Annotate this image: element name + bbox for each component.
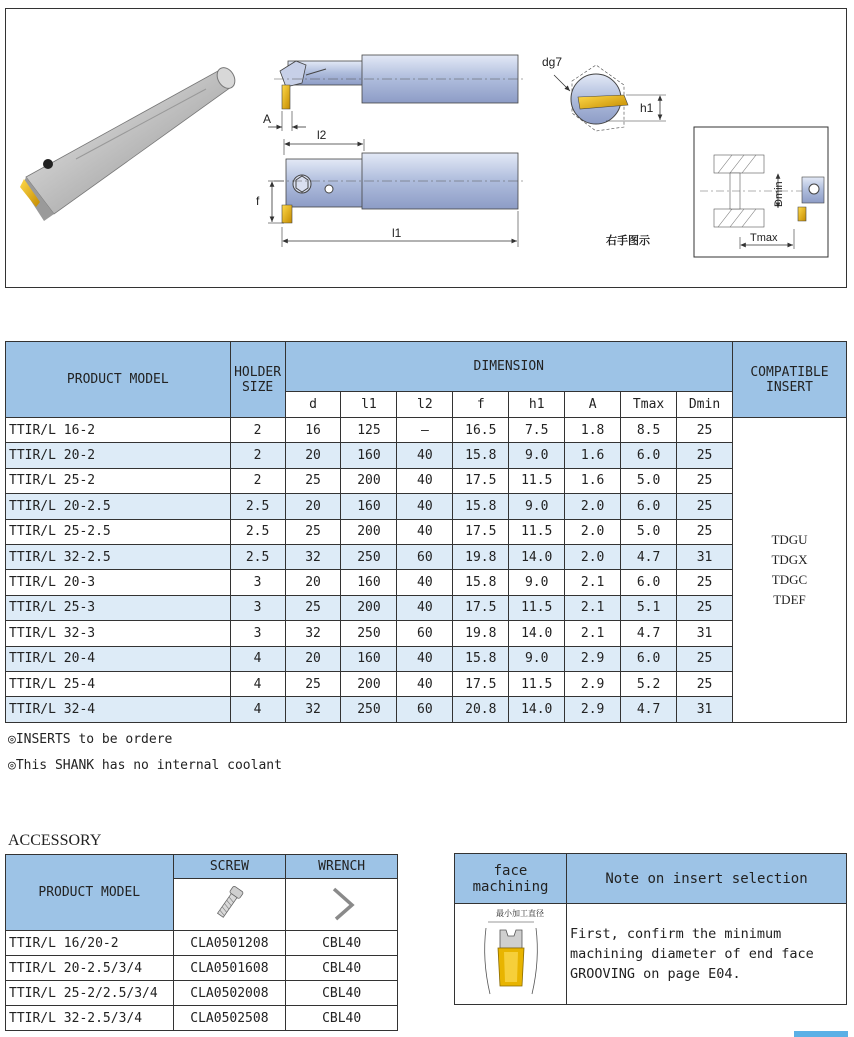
product-model-cell: TTIR/L 20-3 bbox=[6, 570, 231, 595]
header-dimension: DIMENSION bbox=[285, 342, 732, 392]
dim-label-f: f bbox=[256, 194, 260, 208]
table-cell: 2.5 bbox=[230, 494, 285, 519]
table-cell: 25 bbox=[677, 443, 733, 468]
corner-accent-bar bbox=[794, 1031, 848, 1037]
table-row bbox=[6, 519, 847, 544]
table-cell: 1.6 bbox=[565, 443, 621, 468]
holder-side-view bbox=[256, 128, 526, 247]
table-cell: 14.0 bbox=[509, 544, 565, 569]
header-compatible-insert: COMPATIBLE INSERT bbox=[732, 342, 846, 418]
table-cell: 20 bbox=[285, 646, 341, 671]
table-cell: 250 bbox=[341, 697, 397, 722]
dim-label-a: A bbox=[263, 112, 272, 126]
table-cell: 25 bbox=[677, 671, 733, 696]
table-cell: 14.0 bbox=[509, 697, 565, 722]
compatible-insert-item: TDGU bbox=[771, 531, 808, 547]
table-cell: 4 bbox=[230, 646, 285, 671]
dim-column-header: Dmin bbox=[677, 392, 733, 418]
table-cell: 15.8 bbox=[453, 443, 509, 468]
table-cell: 60 bbox=[397, 621, 453, 646]
table-cell: 2.5 bbox=[230, 519, 285, 544]
table-cell: 32 bbox=[285, 697, 341, 722]
table-cell: 25 bbox=[677, 468, 733, 493]
compatible-insert-item: TDEF bbox=[773, 591, 806, 607]
table-row bbox=[6, 1006, 398, 1031]
table-cell: 2.0 bbox=[565, 544, 621, 569]
table-cell: 16 bbox=[285, 418, 341, 443]
table-cell: 14.0 bbox=[509, 621, 565, 646]
product-model-cell: TTIR/L 20-2.5 bbox=[6, 494, 231, 519]
holder-top-view bbox=[263, 55, 526, 131]
table-cell: 11.5 bbox=[509, 519, 565, 544]
table-cell: 40 bbox=[397, 468, 453, 493]
table-cell: 160 bbox=[341, 570, 397, 595]
product-model-cell: TTIR/L 32-2.5 bbox=[6, 544, 231, 569]
table-cell: CBL40 bbox=[286, 1006, 398, 1031]
product-model-cell: TTIR/L 25-3 bbox=[6, 595, 231, 620]
table-cell: 25 bbox=[677, 646, 733, 671]
dim-column-header: l2 bbox=[397, 392, 453, 418]
table-row bbox=[6, 595, 847, 620]
dim-column-header: l1 bbox=[341, 392, 397, 418]
table-cell: 4.7 bbox=[621, 621, 677, 646]
face-machining-figure-cell bbox=[455, 904, 567, 1005]
table-cell: 1.8 bbox=[565, 418, 621, 443]
table-cell: 40 bbox=[397, 671, 453, 696]
table-cell: 60 bbox=[397, 544, 453, 569]
dim-column-header: d bbox=[285, 392, 341, 418]
dim-column-header: f bbox=[453, 392, 509, 418]
table-cell: 2 bbox=[230, 468, 285, 493]
table-cell: 25 bbox=[285, 519, 341, 544]
table-cell: 20.8 bbox=[453, 697, 509, 722]
face-machining-header: face machining bbox=[455, 854, 567, 904]
table-cell: 3 bbox=[230, 570, 285, 595]
specification-rows bbox=[6, 418, 847, 723]
acc-header-wrench: WRENCH bbox=[286, 855, 398, 879]
compatible-insert-item: TDGC bbox=[771, 571, 808, 587]
accessory-model-cell: TTIR/L 25-2/2.5/3/4 bbox=[6, 981, 174, 1006]
table-cell: 40 bbox=[397, 595, 453, 620]
table-cell: 8.5 bbox=[621, 418, 677, 443]
product-model-cell: TTIR/L 20-4 bbox=[6, 646, 231, 671]
table-cell: 40 bbox=[397, 494, 453, 519]
table-cell: 6.0 bbox=[621, 443, 677, 468]
table-cell: 3 bbox=[230, 621, 285, 646]
table-cell: 9.0 bbox=[509, 646, 565, 671]
dim-label-l2: l2 bbox=[317, 128, 327, 142]
table-cell: 25 bbox=[285, 671, 341, 696]
product-model-cell: TTIR/L 25-4 bbox=[6, 671, 231, 696]
specification-table bbox=[5, 341, 847, 723]
table-cell: 40 bbox=[397, 519, 453, 544]
table-cell: 60 bbox=[397, 697, 453, 722]
dim-label-h1: h1 bbox=[640, 101, 654, 115]
table-cell: 5.1 bbox=[621, 595, 677, 620]
table-row bbox=[6, 570, 847, 595]
table-cell: 2 bbox=[230, 418, 285, 443]
table-cell: — bbox=[397, 418, 453, 443]
table-cell: 2.1 bbox=[565, 570, 621, 595]
table-cell: 2.9 bbox=[565, 646, 621, 671]
dim-label-dg7: dg7 bbox=[542, 55, 563, 69]
table-row bbox=[6, 956, 398, 981]
table-cell: 31 bbox=[677, 697, 733, 722]
table-cell: 19.8 bbox=[453, 544, 509, 569]
table-cell: 25 bbox=[677, 418, 733, 443]
table-row bbox=[6, 443, 847, 468]
wrench-icon bbox=[322, 883, 362, 923]
insert-note-text: First, confirm the minimum machining diameter of end face GROOVING on page E04. bbox=[566, 904, 846, 1005]
table-cell: 6.0 bbox=[621, 646, 677, 671]
insert-selection-note bbox=[454, 853, 847, 1005]
table-cell: 25 bbox=[677, 595, 733, 620]
note-inserts: ◎INSERTS to be ordere bbox=[8, 732, 173, 747]
table-cell: 17.5 bbox=[453, 595, 509, 620]
header-product-model: PRODUCT MODEL bbox=[6, 342, 231, 418]
table-cell: 160 bbox=[341, 494, 397, 519]
table-cell: 2.0 bbox=[565, 494, 621, 519]
accessory-model-cell: TTIR/L 32-2.5/3/4 bbox=[6, 1006, 174, 1031]
table-cell: 4.7 bbox=[621, 544, 677, 569]
screw-image-cell bbox=[173, 879, 286, 931]
table-row bbox=[6, 468, 847, 493]
table-cell: CBL40 bbox=[286, 981, 398, 1006]
table-cell: 200 bbox=[341, 519, 397, 544]
table-cell: 20 bbox=[285, 494, 341, 519]
table-row bbox=[6, 697, 847, 722]
table-cell: 160 bbox=[341, 443, 397, 468]
table-cell: 25 bbox=[285, 595, 341, 620]
table-cell: 11.5 bbox=[509, 595, 565, 620]
dim-column-header: A bbox=[565, 392, 621, 418]
min-diameter-caption: 最小加工直径 bbox=[496, 909, 545, 918]
table-cell: 9.0 bbox=[509, 570, 565, 595]
technical-drawing-frame bbox=[5, 8, 847, 288]
acc-header-product-model: PRODUCT MODEL bbox=[6, 855, 174, 931]
table-cell: 11.5 bbox=[509, 468, 565, 493]
table-cell: 4.7 bbox=[621, 697, 677, 722]
table-cell: 40 bbox=[397, 646, 453, 671]
table-cell: 125 bbox=[341, 418, 397, 443]
table-cell: 2.1 bbox=[565, 595, 621, 620]
table-cell: 15.8 bbox=[453, 570, 509, 595]
product-model-cell: TTIR/L 32-3 bbox=[6, 621, 231, 646]
table-cell: 6.0 bbox=[621, 494, 677, 519]
table-cell: CLA0501208 bbox=[173, 931, 286, 956]
table-cell: 2.9 bbox=[565, 671, 621, 696]
table-cell: 15.8 bbox=[453, 646, 509, 671]
table-cell: CLA0502508 bbox=[173, 1006, 286, 1031]
table-cell: 19.8 bbox=[453, 621, 509, 646]
table-cell: 5.0 bbox=[621, 468, 677, 493]
table-cell: 15.8 bbox=[453, 494, 509, 519]
technical-drawing bbox=[6, 9, 848, 289]
note-shank: ◎This SHANK has no internal coolant bbox=[8, 758, 282, 773]
table-row bbox=[6, 621, 847, 646]
table-cell: 200 bbox=[341, 468, 397, 493]
accessory-model-cell: TTIR/L 16/20-2 bbox=[6, 931, 174, 956]
accessory-title: ACCESSORY bbox=[8, 832, 102, 849]
table-row bbox=[6, 981, 398, 1006]
table-cell: 17.5 bbox=[453, 671, 509, 696]
table-cell: 17.5 bbox=[453, 468, 509, 493]
accessory-rows bbox=[6, 931, 398, 1031]
table-cell: 4 bbox=[230, 671, 285, 696]
table-cell: 2 bbox=[230, 443, 285, 468]
note-header: Note on insert selection bbox=[566, 854, 846, 904]
table-cell: 160 bbox=[341, 646, 397, 671]
dim-label-l1: l1 bbox=[392, 226, 402, 240]
table-cell: 20 bbox=[285, 570, 341, 595]
table-cell: 2.9 bbox=[565, 697, 621, 722]
table-cell: 9.0 bbox=[509, 443, 565, 468]
wrench-image-cell bbox=[286, 879, 398, 931]
table-cell: 3 bbox=[230, 595, 285, 620]
accessory-model-cell: TTIR/L 20-2.5/3/4 bbox=[6, 956, 174, 981]
table-cell: 31 bbox=[677, 544, 733, 569]
table-row bbox=[6, 494, 847, 519]
table-cell: 200 bbox=[341, 671, 397, 696]
table-row bbox=[6, 418, 847, 443]
dim-column-header: h1 bbox=[509, 392, 565, 418]
table-cell: 20 bbox=[285, 443, 341, 468]
dim-label-tmax: Tmax bbox=[750, 232, 778, 244]
table-cell: 1.6 bbox=[565, 468, 621, 493]
table-row bbox=[6, 931, 398, 956]
table-cell: 40 bbox=[397, 570, 453, 595]
groove-section-detail bbox=[694, 127, 828, 257]
table-cell: CBL40 bbox=[286, 931, 398, 956]
dim-label-dmin: Dmin bbox=[773, 181, 785, 207]
table-cell: 5.0 bbox=[621, 519, 677, 544]
table-cell: 4 bbox=[230, 697, 285, 722]
table-cell: 25 bbox=[677, 519, 733, 544]
holder-end-view bbox=[542, 55, 666, 131]
table-cell: 25 bbox=[677, 570, 733, 595]
table-cell: CBL40 bbox=[286, 956, 398, 981]
acc-header-screw: SCREW bbox=[173, 855, 286, 879]
table-row bbox=[6, 646, 847, 671]
table-cell: 5.2 bbox=[621, 671, 677, 696]
table-cell: 16.5 bbox=[453, 418, 509, 443]
table-cell: CLA0502008 bbox=[173, 981, 286, 1006]
table-cell: CLA0501608 bbox=[173, 956, 286, 981]
table-row bbox=[6, 544, 847, 569]
table-row bbox=[6, 671, 847, 696]
product-model-cell: TTIR/L 32-4 bbox=[6, 697, 231, 722]
table-cell: 2.0 bbox=[565, 519, 621, 544]
table-cell: 11.5 bbox=[509, 671, 565, 696]
screw-icon bbox=[209, 884, 249, 922]
compatible-insert-cell bbox=[732, 418, 846, 723]
table-cell: 25 bbox=[677, 494, 733, 519]
table-cell: 200 bbox=[341, 595, 397, 620]
face-machining-figure bbox=[456, 904, 564, 1000]
table-cell: 9.0 bbox=[509, 494, 565, 519]
table-cell: 17.5 bbox=[453, 519, 509, 544]
product-model-cell: TTIR/L 16-2 bbox=[6, 418, 231, 443]
table-cell: 40 bbox=[397, 443, 453, 468]
table-cell: 32 bbox=[285, 621, 341, 646]
table-cell: 250 bbox=[341, 621, 397, 646]
product-model-cell: TTIR/L 25-2.5 bbox=[6, 519, 231, 544]
right-hand-caption: 右手图示 bbox=[606, 235, 650, 247]
compatible-insert-item: TDGX bbox=[771, 551, 808, 567]
product-model-cell: TTIR/L 20-2 bbox=[6, 443, 231, 468]
table-cell: 250 bbox=[341, 544, 397, 569]
table-cell: 7.5 bbox=[509, 418, 565, 443]
table-cell: 6.0 bbox=[621, 570, 677, 595]
table-cell: 31 bbox=[677, 621, 733, 646]
tool-photo bbox=[20, 64, 238, 221]
product-model-cell: TTIR/L 25-2 bbox=[6, 468, 231, 493]
dim-column-header: Tmax bbox=[621, 392, 677, 418]
header-holder-size: HOLDER SIZE bbox=[230, 342, 285, 418]
table-cell: 2.5 bbox=[230, 544, 285, 569]
table-cell: 32 bbox=[285, 544, 341, 569]
table-cell: 2.1 bbox=[565, 621, 621, 646]
table-cell: 25 bbox=[285, 468, 341, 493]
accessory-table bbox=[5, 854, 398, 1031]
